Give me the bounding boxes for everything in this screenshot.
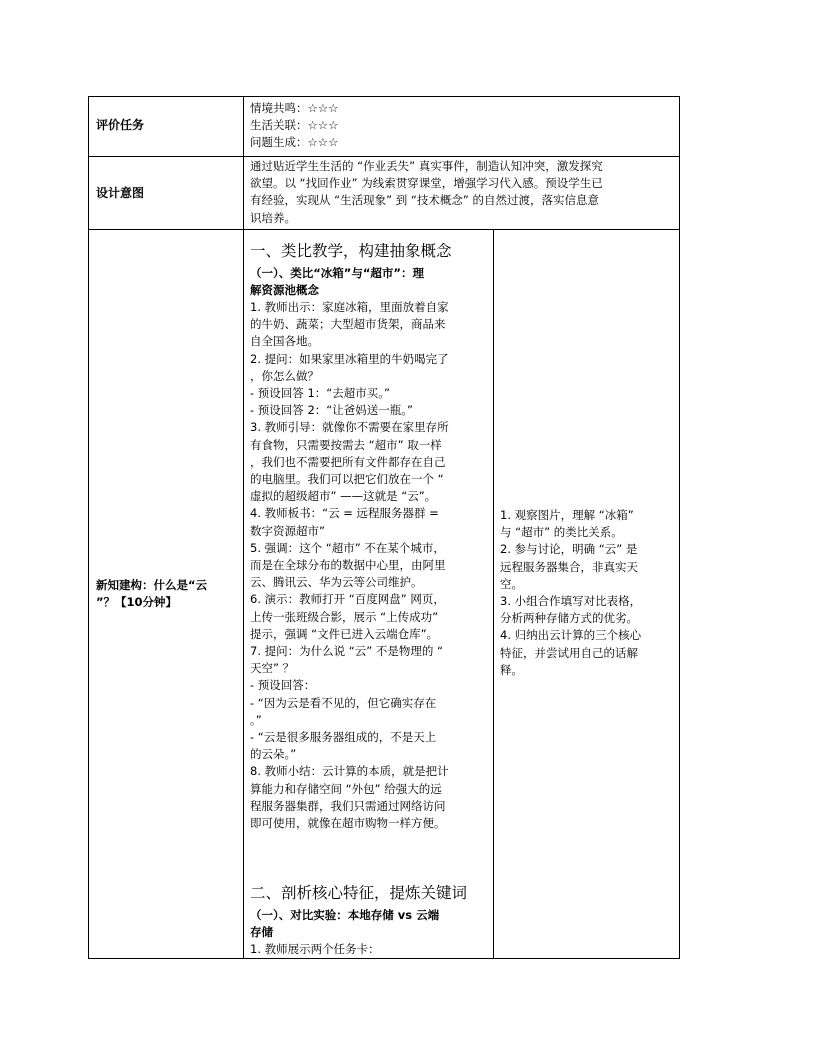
eval-line: 情境共鸣：☆☆☆ xyxy=(250,101,339,115)
section2-subtitle-line: （一）、对比实验：本地存储 vs 云端 xyxy=(250,908,440,922)
body-line: 2. 提问：如果家里冰箱里的牛奶喝完了 xyxy=(250,351,449,366)
body-line: - “因为云是看不见的，但它确实存在 xyxy=(250,695,437,710)
student-line: 空。 xyxy=(500,576,523,591)
design-line: 有经验，实现从 “生活现象” 到 “技术概念” 的自然过渡，落实信息意 xyxy=(250,193,599,208)
section2-title: 二、剖析核心特征，提炼关键词 xyxy=(250,884,468,902)
body-line: - “云是很多服务器组成的，不是天上 xyxy=(250,730,437,745)
student-line: 1. 观察图片，理解 “冰箱” xyxy=(500,508,634,522)
body-line: 有食物，只需要按需去 “超市” 取一样 xyxy=(250,437,442,452)
design-content xyxy=(250,158,603,227)
newknow-label xyxy=(96,577,207,611)
column-divider xyxy=(493,229,494,959)
body-line: ，我们也不需要把所有文件都存在自己 xyxy=(250,454,446,469)
design-line: 通过贴近学生生活的 “作业丢失” 真实事件，制造认知冲突，激发探究 xyxy=(250,159,603,173)
student-line: 与 “超市” 的类比关系。 xyxy=(500,525,623,540)
newknow-label-line: 新知建构：什么是“云 xyxy=(96,578,208,592)
body-line: 1. 教师出示：家庭冰箱，里面放着自家 xyxy=(250,300,449,314)
student-line: 远程服务器集合，非真实天 xyxy=(500,559,638,574)
body-line: - 预设回答 1：“去超市买。” xyxy=(250,386,390,401)
section2-subtitle xyxy=(250,907,439,941)
body-line: - 预设回答 2：“让爸妈送一瓶。” xyxy=(250,403,413,418)
student-line: 4. 归纳出云计算的三个核心 xyxy=(500,628,642,643)
body-line: 自全国各地。 xyxy=(250,334,319,349)
body-line: 6. 演示：教师打开 “百度网盘” 网页， xyxy=(250,592,445,607)
section2-subtitle-line: 存储 xyxy=(250,925,273,940)
student-activities xyxy=(500,507,641,679)
student-line: 释。 xyxy=(500,662,523,677)
body-line: 7. 提问：为什么说 “云” 不是物理的 “ xyxy=(250,644,443,659)
body-line: 云、腾讯云、华为云等公司维护。 xyxy=(250,575,423,590)
student-line: 特征，并尝试用自己的话解 xyxy=(500,645,638,660)
body-line: 1. 教师展示两个任务卡： xyxy=(250,942,380,956)
body-line: 5. 强调：这个 “超市” 不在某个城市， xyxy=(250,540,445,555)
body-line: 而是在全球分布的数据中心里，由阿里 xyxy=(250,558,446,573)
body-line: - 预设回答： xyxy=(250,678,316,693)
body-line: 上传一张班级合影，展示 “上传成功” xyxy=(250,609,439,624)
body-line: ，你怎么做？ xyxy=(250,368,319,383)
body-line: 程服务器集群，我们只需通过网络访问 xyxy=(250,798,446,813)
newknow-label-line: ”？【10分钟】 xyxy=(96,595,178,610)
eval-label: 评价任务 xyxy=(96,118,145,132)
section1-body xyxy=(250,299,449,832)
design-line: 识培养。 xyxy=(250,210,296,225)
body-line: 虚拟的超级超市” ——这就是 “云”。 xyxy=(250,489,437,504)
body-line: 4. 教师板书：“云 = 远程服务器群 = xyxy=(250,506,439,521)
eval-content xyxy=(250,100,338,152)
eval-line: 问题生成：☆☆☆ xyxy=(250,135,339,150)
student-line: 分析两种存储方式的优劣。 xyxy=(500,611,638,626)
body-line: 的云朵。” xyxy=(250,747,297,762)
row-divider xyxy=(88,156,680,157)
body-line: 。” xyxy=(250,712,262,727)
eval-line: 生活关联：☆☆☆ xyxy=(250,118,339,133)
section1-title: 一、类比教学，构建抽象概念 xyxy=(250,242,452,260)
section2-body xyxy=(250,941,380,958)
body-line: 算能力和存储空间 “外包” 给强大的远 xyxy=(250,781,442,796)
column-divider xyxy=(243,96,244,959)
design-label: 设计意图 xyxy=(96,186,145,200)
body-line: 3. 教师引导：就像你不需要在家里存所 xyxy=(250,420,449,435)
student-line: 3. 小组合作填写对比表格， xyxy=(500,594,642,609)
body-line: 即可使用，就像在超市购物一样方便。 xyxy=(250,816,446,831)
section1-subtitle-line: （一）、类比“冰箱”与“超市”：理 xyxy=(250,266,424,280)
body-line: 的牛奶、蔬菜；大型超市货架，商品来 xyxy=(250,317,446,332)
row-divider xyxy=(88,229,680,230)
body-line: 提示，强调 “文件已进入云端仓库”。 xyxy=(250,626,439,641)
design-line: 欲望。以 “找回作业” 为线索贯穿课堂，增强学习代入感。预设学生已 xyxy=(250,176,603,191)
section1-subtitle-line: 解资源池概念 xyxy=(250,283,319,298)
body-line: 天空” ？ xyxy=(250,661,295,676)
body-line: 8. 教师小结：云计算的本质，就是把计 xyxy=(250,764,449,779)
body-line: 的电脑里。我们可以把它们放在一个 “ xyxy=(250,472,444,487)
section1-subtitle xyxy=(250,265,424,299)
student-line: 2. 参与讨论，明确 “云” 是 xyxy=(500,542,638,557)
body-line: 数字资源超市” xyxy=(250,523,325,538)
